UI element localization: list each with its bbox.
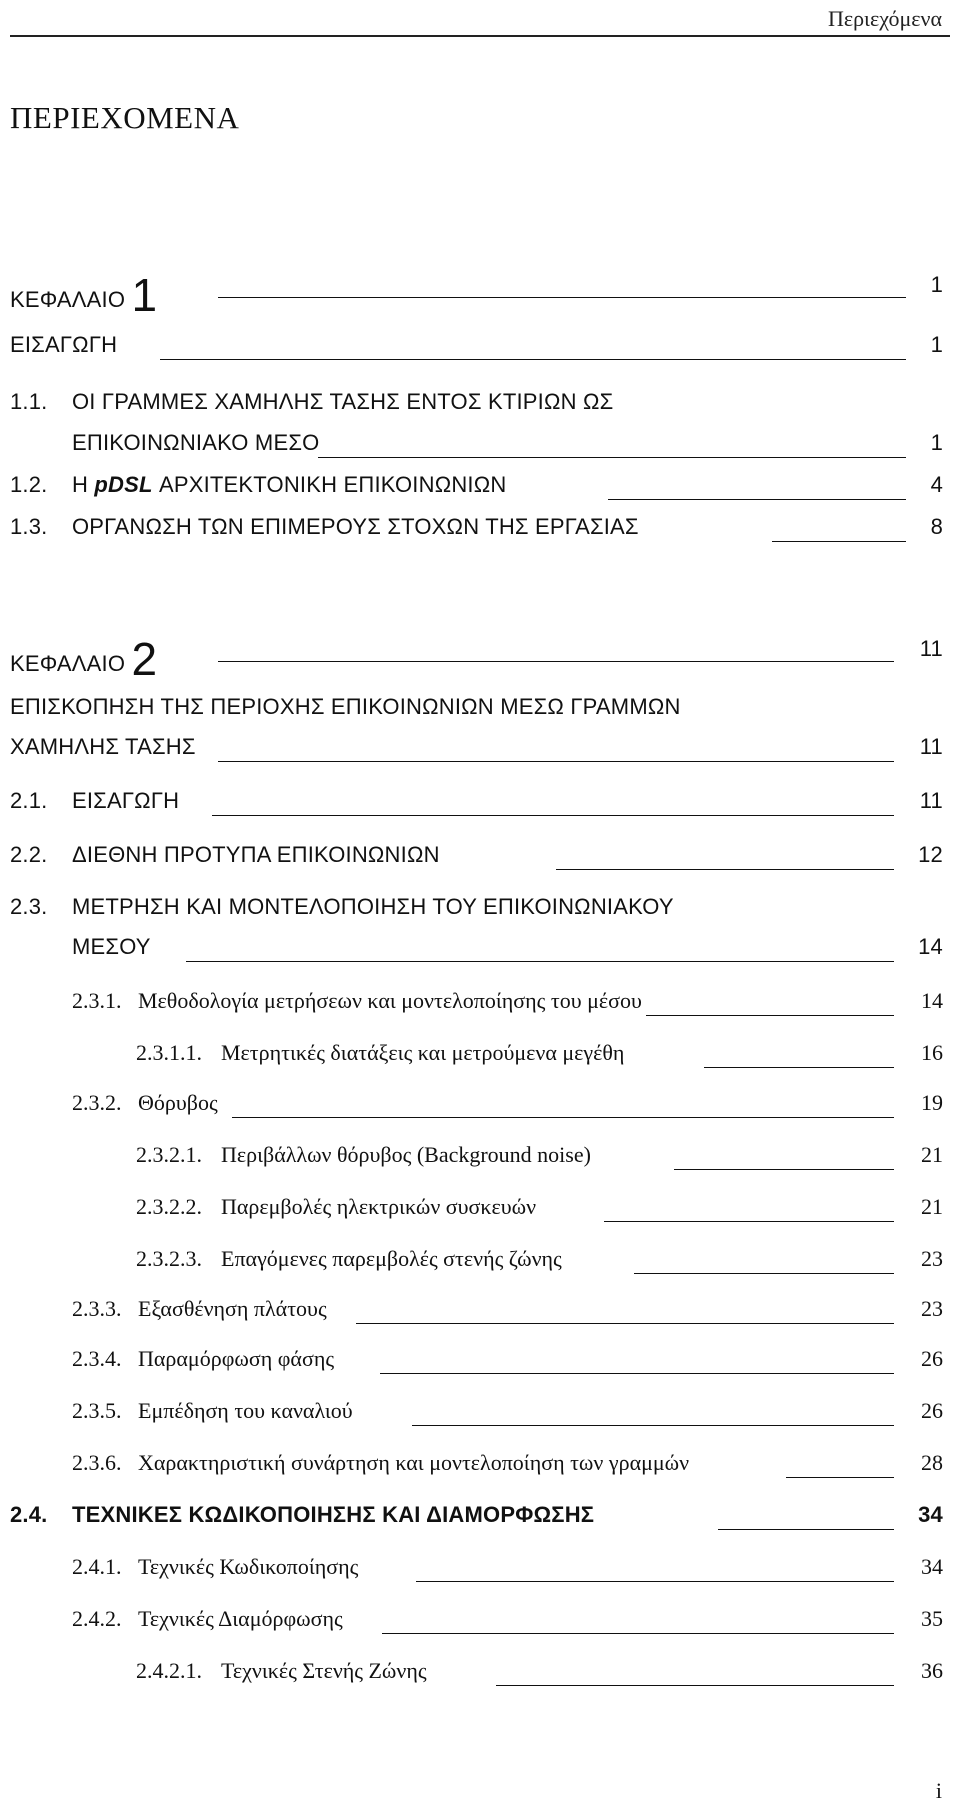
toc-entry-2-3[interactable] (0, 890, 960, 930)
toc-entry-number: 2.2. (10, 842, 48, 867)
toc-page-number: 28 (921, 1450, 943, 1475)
toc-page-number: 23 (921, 1246, 943, 1271)
toc-page-number: 1 (930, 272, 943, 297)
toc-entry-number: 2.4.1. (72, 1554, 122, 1579)
chapter-label: ΚΕΦΑΛΑΙΟ 2 (10, 633, 158, 685)
toc-entry-number: 2.3.1. (72, 988, 122, 1013)
toc-entry-number: 2.3.6. (72, 1450, 122, 1475)
leader-line (604, 1221, 894, 1222)
toc-entry-text: ΜΕΤΡΗΣΗ ΚΑΙ ΜΟΝΤΕΛΟΠΟΙΗΣΗ ΤΟΥ ΕΠΙΚΟΙΝΩΝΙΑΚΟΥ (72, 894, 674, 919)
toc-entry-number: 1.3. (10, 514, 48, 539)
toc-entry-number: 1.2. (10, 472, 48, 497)
toc-page-number: 14 (918, 934, 943, 959)
toc-entry-2-3-3[interactable] (0, 1292, 960, 1332)
leader-line (186, 961, 894, 962)
toc-entry-2-3-2-3[interactable] (0, 1242, 960, 1282)
toc-chapter-1-heading[interactable] (0, 328, 960, 368)
toc-entry-2-4-1[interactable] (0, 1550, 960, 1590)
header-rule (10, 35, 950, 37)
toc-entry-text: Τεχνικές Διαμόρφωσης (138, 1606, 343, 1631)
leader-line (212, 815, 894, 816)
toc-entry-text: Παρεμβολές ηλεκτρικών συσκευών (221, 1194, 537, 1219)
toc-page-number: 1 (930, 332, 943, 357)
toc-chapter-2-heading[interactable] (0, 690, 960, 730)
toc-page-number: 19 (921, 1090, 943, 1115)
leader-line (674, 1169, 894, 1170)
leader-line (218, 661, 894, 662)
toc-page-number: 11 (919, 734, 943, 759)
toc-entry-number: 2.4. (10, 1502, 48, 1527)
leader-line (382, 1633, 894, 1634)
toc-entry-text: ΟΡΓΑΝΩΣΗ ΤΩΝ ΕΠΙΜΕΡΟΥΣ ΣΤΟΧΩΝ ΤΗΣ ΕΡΓΑΣΙΑΣ (72, 514, 639, 539)
toc-entry-text: ΕΙΣΑΓΩΓΗ (10, 332, 118, 357)
toc-entry-number: 2.4.2.1. (136, 1658, 202, 1683)
leader-line (416, 1581, 894, 1582)
toc-entry-2-3-4[interactable] (0, 1342, 960, 1382)
toc-entry-number: 2.3. (10, 894, 48, 919)
toc-page-number: 21 (921, 1142, 943, 1167)
leader-line (634, 1273, 894, 1274)
toc-entry-1-1[interactable] (0, 385, 960, 425)
chapter-number: 2 (131, 633, 158, 685)
toc-entry-1-2[interactable] (0, 468, 960, 508)
leader-line (608, 499, 906, 500)
toc-entry-text: Μετρητικές διατάξεις και μετρούμενα μεγέθη (221, 1040, 625, 1065)
running-header: Περιεχόμενα (827, 6, 942, 31)
toc-page-number: 21 (921, 1194, 943, 1219)
toc-page-number: 11 (919, 636, 943, 661)
leader-line (646, 1015, 894, 1016)
toc-page-number: 26 (921, 1398, 943, 1423)
toc-page-number: 11 (919, 788, 943, 813)
toc-entry-text: Τεχνικές Κωδικοποίησης (138, 1554, 359, 1579)
toc-entry-text: Παραμόρφωση φάσης (138, 1346, 335, 1371)
toc-entry-number: 2.3.3. (72, 1296, 122, 1321)
leader-line (412, 1425, 894, 1426)
leader-line (718, 1529, 894, 1530)
toc-entry-text: ΟΙ ΓΡΑΜΜΕΣ ΧΑΜΗΛΗΣ ΤΑΣΗΣ ΕΝΤΟΣ ΚΤΙΡΙΩΝ ΩΣ (72, 389, 614, 414)
toc-page-number: 14 (921, 988, 943, 1013)
toc-page-number: 4 (930, 472, 943, 497)
toc-entry-text: ΜΕΣΟΥ (72, 934, 151, 959)
toc-entry-number: 2.4.2. (72, 1606, 122, 1631)
toc-entry-text: Τεχνικές Στενής Ζώνης (221, 1658, 427, 1683)
leader-line (218, 297, 906, 298)
toc-entry-number: 2.3.1.1. (136, 1040, 202, 1065)
toc-page-number: 35 (921, 1606, 943, 1631)
toc-entry-number: 2.3.2.2. (136, 1194, 202, 1219)
chapter-label: ΚΕΦΑΛΑΙΟ 1 (10, 269, 158, 321)
toc-entry-2-1[interactable] (0, 784, 960, 824)
toc-page-number: 8 (930, 514, 943, 539)
toc-chapter-1[interactable] (0, 266, 960, 321)
leader-line (704, 1067, 894, 1068)
toc-entry-2-3-2-2[interactable] (0, 1190, 960, 1230)
leader-line (556, 869, 894, 870)
toc-entry-text: ΤΕΧΝΙΚΕΣ ΚΩΔΙΚΟΠΟΙΗΣΗΣ ΚΑΙ ΔΙΑΜΟΡΦΩΣΗΣ (72, 1502, 595, 1527)
toc-page-number: 23 (921, 1296, 943, 1321)
leader-line (232, 1117, 894, 1118)
toc-entry-2-2[interactable] (0, 838, 960, 878)
toc-entry-2-3-6[interactable] (0, 1446, 960, 1486)
toc-entry-number: 2.1. (10, 788, 48, 813)
toc-entry-text: ΧΑΜΗΛΗΣ ΤΑΣΗΣ (10, 734, 196, 759)
toc-entry-text: ΔΙΕΘΝΗ ΠΡΟΤΥΠΑ ΕΠΙΚΟΙΝΩΝΙΩΝ (72, 842, 440, 867)
toc-entry-text: Θόρυβος (138, 1090, 218, 1115)
leader-line (356, 1323, 894, 1324)
toc-entry-2-3-1[interactable] (0, 984, 960, 1024)
toc-entry-2-4[interactable] (0, 1498, 960, 1538)
toc-entry-text: Η pDSL ΑΡΧΙΤΕΚΤΟΝΙΚΗ ΕΠΙΚΟΙΝΩΝΙΩΝ (72, 472, 507, 497)
toc-page-number: 36 (921, 1658, 943, 1683)
toc-page-number: 12 (918, 842, 943, 867)
leader-line (496, 1685, 894, 1686)
toc-entry-text: Επαγόμενες παρεμβολές στενής ζώνης (221, 1246, 562, 1271)
toc-entry-number: 2.3.2.1. (136, 1142, 202, 1167)
leader-line (380, 1373, 894, 1374)
toc-entry-number: 2.3.2.3. (136, 1246, 202, 1271)
toc-entry-2-4-2-1[interactable] (0, 1654, 960, 1694)
toc-entry-number: 2.3.4. (72, 1346, 122, 1371)
toc-chapter-2[interactable] (0, 630, 960, 685)
toc-entry-2-3-5[interactable] (0, 1394, 960, 1434)
toc-entry-text: Περιβάλλων θόρυβος (Background noise) (221, 1142, 591, 1167)
toc-entry-text: Χαρακτηριστική συνάρτηση και μοντελοποίηση των γραμμών (138, 1450, 690, 1475)
toc-chapter-2-heading-cont[interactable] (0, 730, 960, 770)
leader-line (218, 761, 894, 762)
leader-line (772, 541, 906, 542)
chapter-number: 1 (131, 269, 158, 321)
toc-entry-2-4-2[interactable] (0, 1602, 960, 1642)
toc-entry-number: 2.3.5. (72, 1398, 122, 1423)
toc-entry-number: 1.1. (10, 389, 48, 414)
toc-entry-text: Μεθοδολογία μετρήσεων και μοντελοποίησης του μέσου (138, 988, 642, 1013)
toc-entry-1-3[interactable] (0, 510, 960, 550)
toc-entry-2-3-1-1[interactable] (0, 1036, 960, 1076)
toc-page-number: 34 (921, 1554, 943, 1579)
leader-line (160, 359, 906, 360)
leader-line (318, 457, 906, 458)
toc-entry-text: Εξασθένηση πλάτους (138, 1296, 327, 1321)
leader-line (786, 1477, 894, 1478)
toc-page-number: 34 (918, 1502, 943, 1527)
toc-page-number: 1 (930, 430, 943, 455)
toc-page-number: 16 (921, 1040, 943, 1065)
pdsl-emphasis: pDSL (94, 472, 153, 497)
toc-entry-1-1-cont[interactable] (0, 426, 960, 466)
toc-entry-text: ΕΠΙΣΚΟΠΗΣΗ ΤΗΣ ΠΕΡΙΟΧΗΣ ΕΠΙΚΟΙΝΩΝΙΩΝ ΜΕΣΩ ΓΡΑΜΜΩΝ (10, 694, 681, 719)
page-number: i (935, 1778, 942, 1803)
toc-page-number: 26 (921, 1346, 943, 1371)
page-title: ΠΕΡΙΕΧΟΜΕΝΑ (10, 100, 240, 135)
toc-entry-2-3-2[interactable] (0, 1086, 960, 1126)
toc-entry-2-3-cont[interactable] (0, 930, 960, 970)
toc-entry-text: Εμπέδηση του καναλιού (138, 1398, 353, 1423)
toc-entry-text: ΕΠΙΚΟΙΝΩΝΙΑΚΟ ΜΕΣΟ (72, 430, 320, 455)
toc-entry-2-3-2-1[interactable] (0, 1138, 960, 1178)
toc-entry-number: 2.3.2. (72, 1090, 122, 1115)
toc-entry-text: ΕΙΣΑΓΩΓΗ (72, 788, 180, 813)
